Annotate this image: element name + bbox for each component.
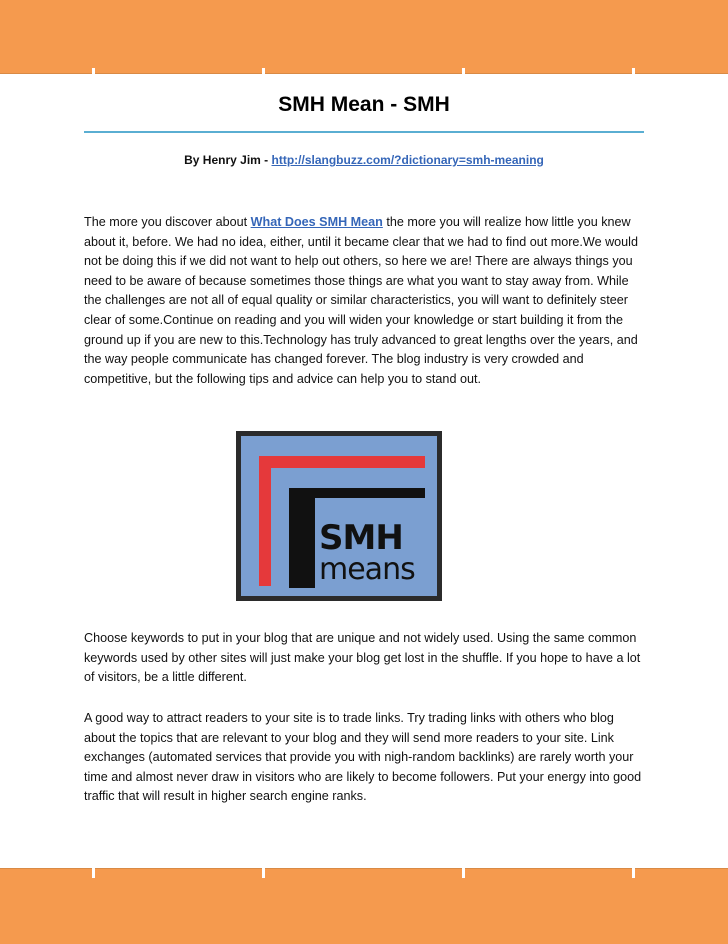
body-paragraph-3: A good way to attract readers to your site is to trade links. Try trading links with others who blog about the topics that are relevant to your blog and they will send more readers to your site. Link exchanges (automated services that provide you with nigh-random backlinks) are rarely worth your time and almost never draw in visitors who are likely to become followers. Put your energy into good traffic that will result in higher search engine ranks. (84, 711, 642, 804)
logo-red-bar (259, 456, 271, 586)
page-title: SMH Mean - SMH (278, 93, 450, 116)
keyword-link[interactable]: What Does SMH Mean (250, 215, 383, 229)
band-notch (462, 868, 465, 878)
title-divider (84, 131, 644, 133)
logo-red-bar (259, 456, 425, 468)
paragraph-text: The more you discover about (84, 215, 251, 229)
band-notch (262, 68, 265, 78)
footer-band (0, 868, 728, 944)
band-notch (632, 868, 635, 878)
body-paragraph-1 (84, 213, 644, 389)
logo-black-bar (289, 488, 315, 588)
logo-text-smh: SMH (319, 518, 403, 558)
source-link[interactable]: http://slangbuzz.com/?dictionary=smh-meaning (271, 153, 544, 167)
band-notch (92, 868, 95, 878)
logo-text-means: means (319, 552, 415, 587)
byline-author: By Henry Jim - (184, 153, 272, 167)
body-paragraph-2: Choose keywords to put in your blog that are unique and not widely used. Using the same common keywords used by other sites will just make your blog get lost in the shuffle. If you hope to have a lot of visitors, be a little different. (84, 631, 641, 685)
band-notch (462, 68, 465, 78)
smh-means-image (236, 431, 442, 601)
paragraph-text: the more you will realize how little you knew about it, before. We had no idea, either, until it became clear that we had to find out more.We would not be doing this if we did not want to help out others, so here we are! There are always things you need to be aware of because sometimes those things are what you want to stay away from. While the challenges are not all of equal quality or similar characteristics, you will want to definitely steer clear of some.Continue on reading and you will widen your knowledge or start building it from the ground up if you are new to this.Technology has truly advanced to great lengths over the years, and the way people communicate has changed forever. The blog industry is very crowded and competitive, but the following tips and advice can help you to stand out. (84, 215, 638, 386)
band-notch (632, 68, 635, 78)
logo-background (241, 436, 437, 596)
byline (84, 153, 644, 167)
header-band (0, 0, 728, 74)
band-notch (262, 868, 265, 878)
band-notch (92, 68, 95, 78)
